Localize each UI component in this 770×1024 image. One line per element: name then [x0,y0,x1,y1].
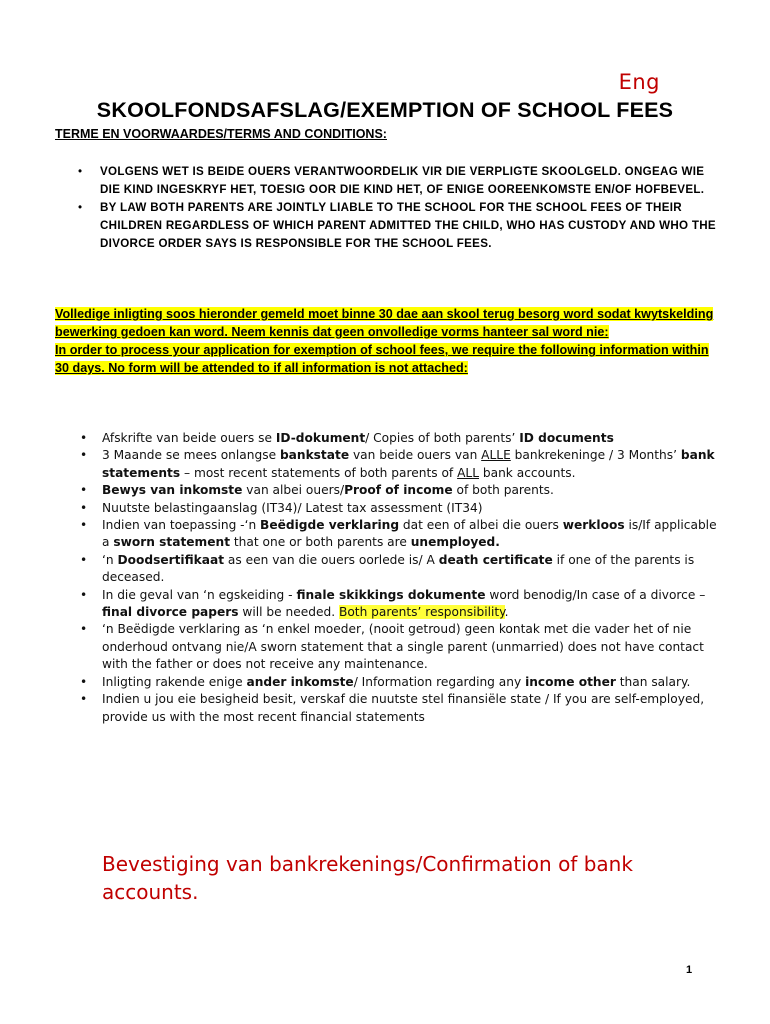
notice-afrikaans: Volledige inligting soos hieronder gemeld moet binne 30 dae aan skool terug besorg word sodat kwytskelding bewerking gedoen kan word. Neem kennis dat geen onvolledige vorms hanteer sal word nie: [55,307,714,340]
confirmation-heading: Bevestiging van bankrekenings/Confirmation of bank accounts. [102,852,633,904]
list-item: • Indien u jou eie besigheid besit, verskaf die nuutste stel finansiële state / If you are self-employed, provide us with the most recent financial statements [102,691,722,726]
list-item: • In die geval van ‘n egskeiding - finale skikkings dokumente word benodig/In case of a divorce – final divorce papers will be needed. Both parents’ responsibility. [102,587,722,622]
terms-list [100,163,720,253]
terms-heading: TERME EN VOORWAARDES/TERMS AND CONDITIONS: [55,127,387,141]
required-documents-list [102,430,722,726]
notice-english: In order to process your application for exemption of school fees, we require the following information within 30 days. No form will be attended to if all information is not attached: [55,343,709,376]
page-title: SKOOLFONDSAFSLAG/EXEMPTION OF SCHOOL FEES [96,98,674,122]
list-item: • ‘n Doodsertifikaat as een van die ouers oorlede is/ A death certificate if one of the parents is deceased. [102,552,722,587]
term-item-english: • BY LAW BOTH PARENTS ARE JOINTLY LIABLE TO THE SCHOOL FOR THE SCHOOL FEES OF THEIR CHILDREN REGARDLESS OF WHICH PARENT ADMITTED THE CHILD, WHO HAS CUSTODY AND WHO THE DIVORCE ORDER SAYS IS RESPONSIBLE FOR THE SCHOOL FEES. [100,199,720,253]
page-number: 1 [686,964,693,976]
list-item: • Nuutste belastingaanslag (IT34)/ Latest tax assessment (IT34) [102,500,722,517]
notice-block [55,305,715,377]
list-item: • Inligting rakende enige ander inkomste/ Information regarding any income other than salary. [102,674,722,691]
list-item: • Bewys van inkomste van albei ouers/Proof of income of both parents. [102,482,722,499]
list-item: • 3 Maande se mees onlangse bankstate van beide ouers van ALLE bankrekeninge / 3 Months’ bank statements – most recent statements of both parents of ALL bank accounts. [102,447,722,482]
language-tag: Eng [618,70,660,94]
term-item-afrikaans: • VOLGENS WET IS BEIDE OUERS VERANTWOORDELIK VIR DIE VERPLIGTE SKOOLGELD. ONGEAG WIE DIE KIND INGESKRYF HET, TOESIG OOR DIE KIND HET, OF ENIGE OOREENKOMSTE EN/OF HOFBEVEL. [100,163,720,199]
list-item: • Indien van toepassing -‘n Beëdigde verklaring dat een of albei die ouers werkloos is/If applicable a sworn statement that one or both parents are unemployed. [102,517,722,552]
list-item: • Afskrifte van beide ouers se ID-dokument/ Copies of both parents’ ID documents [102,430,722,447]
list-item: • ‘n Beëdigde verklaring as ‘n enkel moeder, (nooit getroud) geen kontak met die vader het of nie onderhoud ontvang nie/A sworn statement that a single parent (unmarried) does not have contact with the father or does not receive any maintenance. [102,621,722,673]
